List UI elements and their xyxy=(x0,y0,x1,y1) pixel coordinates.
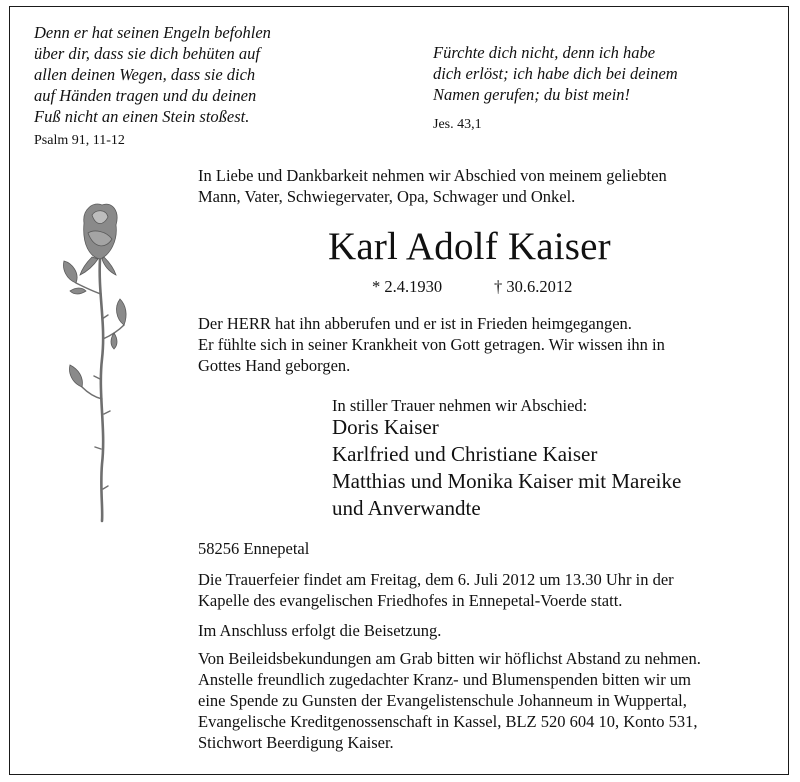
mourner-name: Doris Kaiser xyxy=(332,415,439,439)
donation-line: Evangelische Kreditgenossenschaft in Kassel, BLZ 520 604 10, Konto 531, xyxy=(198,712,698,731)
death-date: † 30.6.2012 xyxy=(494,277,573,296)
obituary-notice xyxy=(9,6,789,775)
ceremony-line: Die Trauerfeier findet am Freitag, dem 6. Juli 2012 um 13.30 Uhr in der xyxy=(198,570,674,589)
deceased-name: Karl Adolf Kaiser xyxy=(328,225,611,268)
rose-icon xyxy=(62,199,128,529)
verse-right-line: dich erlöst; ich habe dich bei deinem xyxy=(433,64,678,83)
birth-date: * 2.4.1930 xyxy=(372,277,443,296)
ceremony-line: Kapelle des evangelischen Friedhofes in Ennepetal-Voerde statt. xyxy=(198,591,623,610)
verse-right-line: Namen gerufen; du bist mein! xyxy=(433,85,631,104)
verse-left-line: Denn er hat seinen Engeln befohlen xyxy=(34,23,271,42)
donation-text xyxy=(198,648,701,753)
verse-right-reference: Jes. 43,1 xyxy=(433,117,482,132)
donation-line: Anstelle freundlich zugedachter Kranz- und Blumenspenden bitten wir um xyxy=(198,670,692,689)
location: 58256 Ennepetal xyxy=(198,539,310,558)
statement-line: Gottes Hand geborgen. xyxy=(198,356,351,375)
intro-text xyxy=(198,165,667,207)
verse-left-line: allen deinen Wegen, dass sie dich xyxy=(34,65,256,84)
mourners-intro: In stiller Trauer nehmen wir Abschied: xyxy=(332,396,588,415)
mourner-name: Karlfried und Christiane Kaiser xyxy=(332,442,598,466)
verse-right-line: Fürchte dich nicht, denn ich habe xyxy=(433,43,656,62)
donation-line: Stichwort Beerdigung Kaiser. xyxy=(198,733,394,752)
donation-line: eine Spende zu Gunsten der Evangelistenschule Johanneum in Wuppertal, xyxy=(198,691,687,710)
statement-line: Er fühlte sich in seiner Krankheit von Gott getragen. Wir wissen ihn in xyxy=(198,335,665,354)
ceremony-text xyxy=(198,569,674,611)
verse-right xyxy=(433,42,678,105)
intro-line: In Liebe und Dankbarkeit nehmen wir Abschied von meinem geliebten xyxy=(198,166,667,185)
donation-line: Von Beileidsbekundungen am Grab bitten wir höflichst Abstand zu nehmen. xyxy=(198,649,701,668)
statement-line: Der HERR hat ihn abberufen und er ist in Frieden heimgegangen. xyxy=(198,314,632,333)
verse-left-line: über dir, dass sie dich behüten auf xyxy=(34,44,260,63)
verse-left-line: auf Händen tragen und du deinen xyxy=(34,86,257,105)
mourner-name: und Anverwandte xyxy=(332,496,481,520)
mourner-name: Matthias und Monika Kaiser mit Mareike xyxy=(332,469,682,493)
verse-left-reference: Psalm 91, 11-12 xyxy=(34,133,125,148)
verse-left-line: Fuß nicht an einen Stein stoßest. xyxy=(34,107,250,126)
statement-text xyxy=(198,313,665,376)
mourners-list xyxy=(332,414,681,522)
verse-left xyxy=(34,22,271,127)
burial-text: Im Anschluss erfolgt die Beisetzung. xyxy=(198,621,442,640)
intro-line: Mann, Vater, Schwiegervater, Opa, Schwager und Onkel. xyxy=(198,187,576,206)
